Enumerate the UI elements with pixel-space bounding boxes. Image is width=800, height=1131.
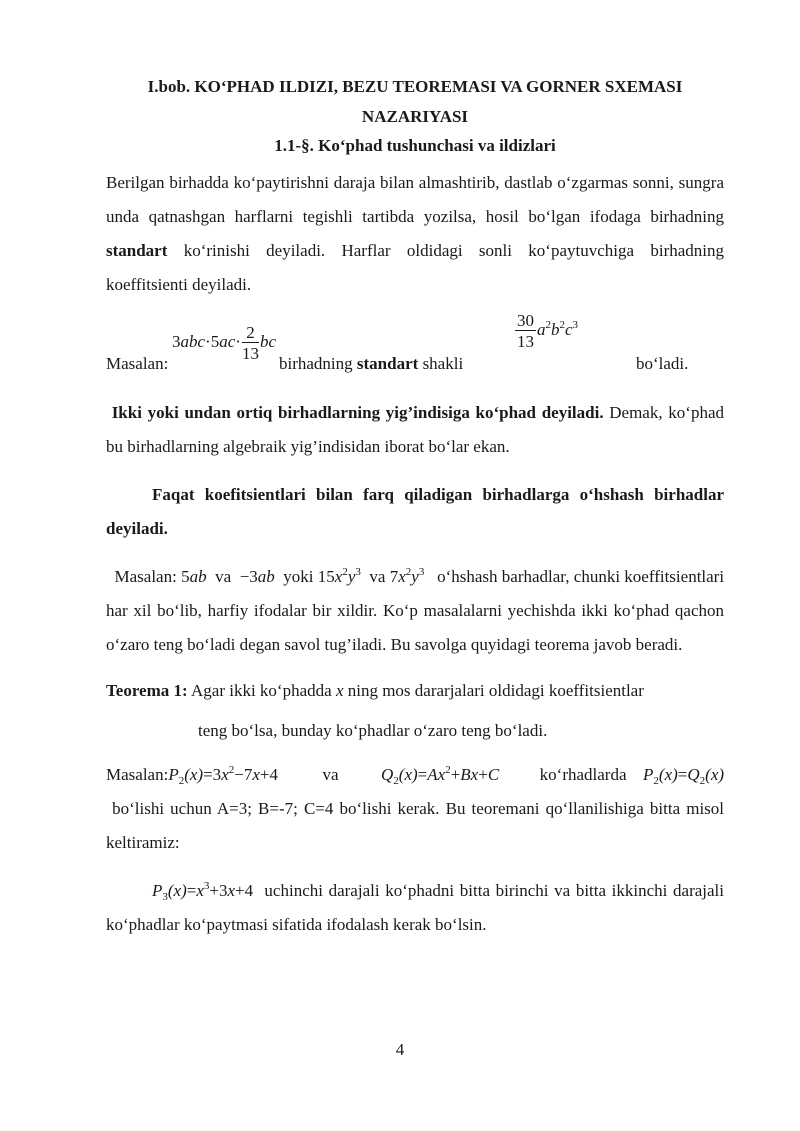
example-label: Masalan:	[106, 354, 169, 373]
theorem-1: Teorema 1: Agar ikki ko‘phadda x ning mos dararjalari oldidagi koeffitsientlar	[106, 681, 644, 700]
formula-7x2y3: $7x^2y^3$	[389, 566, 425, 586]
formula-P3: $P_3(x)=x^3+3x+4$	[152, 880, 254, 903]
paragraph-example-equality: $Masalan:P_2(x)=3x^2-7x+4$ va $Q_2(x)=Ax^2+Bx+C$ ko‘rhadlarda $P_2(x)=Q_2(x)$ bo‘lishi uchun A=3; B=-7; C=4 bo‘lishi kerak. Bu teoremani qo‘llanilishiga bitta misol keltiramiz:	[106, 764, 725, 852]
formula-monomial: 3abc·5ac· $\frac{2}{13}$ bc	[172, 323, 276, 363]
formula-Q2: $Q_2(x)=Ax^2+Bx+C$	[381, 764, 500, 787]
paragraph-factorization-task: $P_3(x)=x^3+3x+4$ uchinchi darajali ko‘phadni bitta birinchi va bitta ikkinchi darajali ko‘phadlar ko‘paytmasi sifatida ifodalash kerak bo‘lsin.	[106, 880, 725, 934]
formula-15x2y3: $15x^2y^3$	[317, 566, 361, 586]
paragraph-polynomial-def: Ikki yoki undan ortiq birhadlarning yig’indisiga ko‘phad deyiladi. Demak, ko‘phad bu birhadlarning algebraik yig’indisidan iborat bo‘lar ekan.	[106, 403, 724, 456]
page-number: 4	[395, 1040, 405, 1059]
formula-minus3ab: −3ab	[239, 567, 275, 586]
formula-5ab: 5ab	[181, 567, 207, 586]
formula-standard: $\frac{30}{13}$ $a^2b^2c^3$	[517, 311, 579, 351]
paragraph-similar-terms: Faqat koefitsientlari bilan farq qiladigan birhadlarga o‘hshash birhadlar deyiladi.	[106, 485, 724, 538]
formula-P2: $P_2(x)=3x^2-7x+4$	[168, 764, 278, 787]
formula-P2-eq-Q2: $P_2(x)=Q_2(x)$	[643, 765, 725, 787]
theorem-label: Teorema 1:	[106, 681, 188, 700]
theorem-1-cont: teng bo‘lsa, bunday ko‘phadlar o‘zaro teng bo‘ladi.	[198, 721, 548, 740]
paragraph-definition: Berilgan birhadda ko‘paytirishni daraja bilan almashtirib, dastlab o‘zgarmas sonni, sungra unda qatnashgan harflarni tegishli tartibda yozilsa, hosil bo‘lgan ifodaga birhadning standart ko‘rinishi deyiladi. Harflar oldidagi sonli ko‘paytuvchiga birhadning koeffitsienti deyiladi.	[106, 173, 725, 294]
chapter-title-cont: NAZARIYASI	[361, 107, 469, 126]
section-title: 1.1-§. Ko‘phad tushunchasi va ildizlari	[274, 136, 556, 155]
chapter-title: I.bob. KO‘PHAD ILDIZI, BEZU TEOREMASI VA GORNER SXEMASI	[147, 77, 683, 96]
paragraph-similar-example: Masalan: 5ab va −3ab yoki $15x^2y^3$ va $7x^2y^3$ o‘hshash barhadlar, chunki koeffitsientlari har xil bo‘lib, harfiy ifodalar bir xildir. Ko‘p masalalarni yechishda ikki ko‘phad qachon o‘zaro teng bo‘ladi degan savol tug’iladi. Bu savolga quyidagi teorema javob beradi.	[106, 566, 725, 654]
formula-x: x	[335, 681, 344, 700]
example-standard-form: Masalan: 3abc·5ac· $\frac{2}{13}$ bc birhadning standart shakli $\frac{30}{13}$ $a^2b^2c^3$ bo‘ladi.	[106, 311, 689, 373]
term-standart: standart	[106, 241, 168, 260]
document-page	[106, 72, 724, 942]
